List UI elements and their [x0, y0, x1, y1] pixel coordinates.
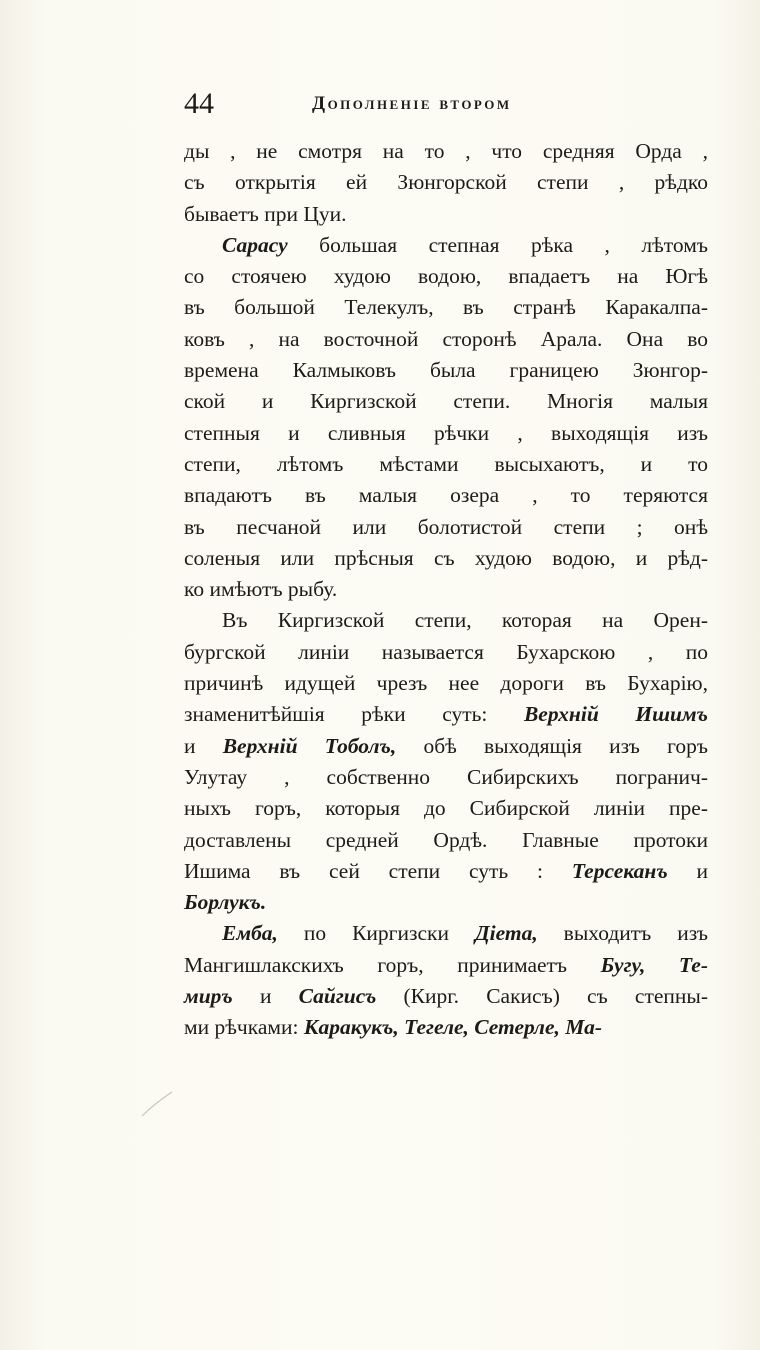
text-run: причинѣ идущей чрезъ нее дороги въ Бухарію,	[184, 671, 708, 696]
text-run: бываетъ при Цуи.	[184, 201, 347, 226]
text-run: въ большой Телекулъ, въ странѣ Каракалпа-	[184, 295, 708, 320]
text-line	[184, 480, 708, 511]
text-line	[184, 292, 708, 323]
ink-smudge-mark	[140, 1090, 174, 1118]
text-run: времена Калмыковъ была границею Зюнгор-	[184, 358, 708, 383]
text-line	[184, 167, 708, 198]
page-header	[184, 84, 604, 124]
text-line	[184, 230, 708, 261]
text-line	[184, 136, 708, 167]
italic-term: Діета,	[474, 921, 538, 946]
italic-term: Каракукъ, Тегеле, Сетерле, Ма-	[303, 1015, 602, 1040]
italic-term: Емба,	[222, 921, 278, 946]
text-run: степныя и сливныя рѣчки , выходящія изъ	[184, 420, 708, 445]
text-run: ковъ , на восточной сторонѣ Арала. Она во	[184, 326, 708, 351]
text-run: ды , не смотря на то , что средняя Орда ,	[184, 139, 708, 163]
text-run: бургской линіи называется Бухарскою , по	[184, 639, 708, 664]
text-line	[184, 918, 708, 949]
text-line	[184, 386, 708, 417]
text-line	[184, 762, 708, 793]
text-run: (Кирг. Сакисъ) съ степны-	[376, 984, 708, 1009]
italic-term: миръ	[184, 984, 233, 1009]
text-run: ныхъ горъ, которыя до Сибирской линіи пре-	[184, 796, 708, 821]
text-run: соленыя или прѣсныя съ худою водою, и рѣд-	[184, 545, 708, 570]
text-line	[184, 355, 708, 386]
page-number: 44	[184, 87, 214, 120]
text-run: ской и Киргизской степи. Многія малыя	[184, 389, 708, 414]
text-run: впадаютъ въ малыя озера , то теряются	[184, 483, 708, 508]
text-line	[184, 199, 708, 230]
text-line	[184, 950, 708, 981]
text-run: Мангишлакскихъ горъ, принимаетъ	[184, 952, 601, 977]
text-line	[184, 637, 708, 668]
text-run: и	[667, 858, 708, 883]
text-run: по Киргизски	[277, 921, 475, 946]
running-head: Дополненіе втором	[312, 93, 512, 114]
text-line	[184, 512, 708, 543]
text-run: съ открытія ей Зюнгорской степи , рѣдко	[184, 170, 708, 195]
text-line	[184, 731, 708, 762]
text-run: выходитъ изъ	[537, 921, 708, 946]
text-line	[184, 887, 708, 918]
text-line	[184, 825, 708, 856]
text-run: Улутау , собственно Сибирскихъ погранич-	[184, 764, 708, 789]
italic-term: Терсеканъ	[571, 858, 668, 883]
text-run: Въ Киргизской степи, которая на Орен-	[222, 608, 708, 633]
italic-term: Верхній Тоболъ,	[222, 733, 397, 758]
italic-term: Борлукъ.	[184, 890, 267, 915]
text-line	[184, 418, 708, 449]
italic-term: Верхній Ишимъ	[523, 702, 708, 727]
text-run: знаменитѣйшія рѣки суть:	[184, 702, 524, 727]
paragraph	[184, 230, 708, 606]
text-line	[184, 668, 708, 699]
text-run: ко имѣютъ рыбу.	[184, 577, 338, 602]
text-run: большая степная рѣка , лѣтомъ	[287, 232, 708, 257]
paragraph	[184, 136, 708, 230]
text-line	[184, 261, 708, 292]
text-run: ми рѣчками:	[184, 1015, 304, 1040]
text-run: и	[184, 733, 223, 758]
text-line	[184, 574, 708, 605]
text-run: Ишима въ сей степи суть :	[184, 858, 572, 883]
body-text	[184, 136, 708, 1044]
italic-term: Бугу, Те-	[600, 952, 708, 977]
text-line	[184, 605, 708, 636]
text-line	[184, 699, 708, 730]
text-run: степи, лѣтомъ мѣстами высыхаютъ, и то	[184, 451, 708, 476]
text-run: въ песчаной или болотистой степи ; онѣ	[184, 514, 708, 539]
text-line	[184, 449, 708, 480]
text-line	[184, 1012, 708, 1043]
paragraph	[184, 918, 708, 1043]
text-line	[184, 793, 708, 824]
text-line	[184, 543, 708, 574]
text-run: со стоячею худою водою, впадаетъ на Югѣ	[184, 264, 708, 289]
text-line	[184, 856, 708, 887]
text-run: и	[232, 984, 299, 1009]
italic-term: Сайгисъ	[298, 984, 377, 1009]
paragraph	[184, 605, 708, 918]
text-run: доставлены средней Ордѣ. Главные протоки	[184, 827, 708, 852]
text-run: обѣ выходящія изъ горъ	[396, 733, 708, 758]
italic-term: Сарасу	[222, 232, 288, 257]
text-line	[184, 324, 708, 355]
text-line	[184, 981, 708, 1012]
